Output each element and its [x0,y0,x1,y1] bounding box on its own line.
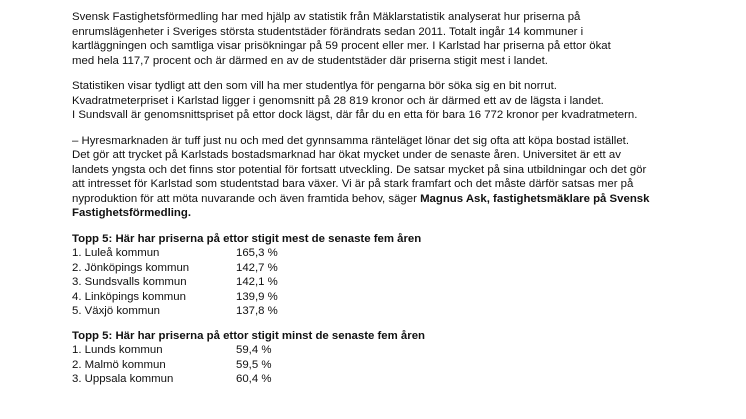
text-line: att intresset för Karlstad som studentstad bara växer. Vi är på stark framfart och det måste därför satsas mer på [72,178,634,190]
row-name: 1. Lunds kommun [72,344,163,356]
table-row [72,304,692,319]
text-line: – Hyresmarknaden är tuff just nu och med det gynnsamma ränteläget lönar det sig ofta att köpa bostad istället. [72,134,629,147]
table-row [72,343,692,358]
text-line [72,206,692,221]
text-line: Statistiken visar tydligt att den som vill ha mer studentlya för pengarna bör söka sig en bit norrut. [72,80,557,92]
text-line: I Sundsvall är genomsnittspriset på ettor dock lägst, där får du en etta för bara 16 772 kronor per kvadratmetern. [72,109,638,121]
row-value: 142,7 % [236,261,278,274]
document-page [72,10,692,397]
row-name: 4. Linköpings kommun [72,290,186,303]
text-line: enrumslägenheter i Sveriges största studentstäder förändrats sedan 2011. Totalt ingår 14 kommuner i [72,25,584,38]
quote-attribution-cont: Fastighetsförmedling. [72,207,191,219]
table-row [72,261,692,276]
text-line: Kvadratmeterpriset i Karlstad ligger i genomsnitt på 28 819 kronor och är därmed ett av de lägsta i landet. [72,94,604,107]
table-row [72,290,692,305]
row-name: 3. Sundsvalls kommun [72,276,187,288]
text-line: landets yngsta och det finns stor potential för fortsatt utveckling. De satsar mycket på sina utbildningar och det gör [72,163,647,176]
row-name: 2. Malmö kommun [72,358,166,371]
row-value: 139,9 % [236,290,278,303]
quote-attribution: Magnus Ask, fastighetsmäklare på Svensk [420,192,650,205]
text-line [72,192,692,207]
quote-paragraph [72,134,692,221]
text-line: med hela 117,7 procent och är därmed en av de studentstäder där priserna stigit mest i landet. [72,54,548,67]
row-name: 3. Uppsala kommun [72,373,174,385]
row-value: 142,1 % [236,276,278,288]
row-name: 1. Luleå kommun [72,247,160,259]
row-value: 165,3 % [236,247,278,259]
table-row [72,372,692,387]
top5-most-table [72,232,692,319]
table-title: Topp 5: Här har priserna på ettor stigit minst de senaste fem åren [72,329,425,342]
top5-least-table [72,329,692,387]
row-value: 137,8 % [236,305,278,317]
text-line: kartläggningen och samtliga visar prisökningar på 59 procent eller mer. I Karlstad har priserna på ettor ökat [72,40,611,52]
text-line: Det gör att trycket på Karlstads bostadsmarknad har ökat mycket under de senaste åren. Universitet är ett av [72,149,621,161]
statistics-paragraph [72,79,692,123]
table-title: Topp 5: Här har priserna på ettor stigit mest de senaste fem åren [72,232,422,245]
row-value: 59,4 % [236,344,272,356]
row-name: 2. Jönköpings kommun [72,261,190,274]
row-value: 60,4 % [236,373,272,385]
table-row [72,275,692,290]
table-row [72,246,692,261]
text-line: Svensk Fastighetsförmedling har med hjälp av statistik från Mäklarstatistik analyserat hur priserna på [72,11,581,23]
intro-paragraph [72,10,692,68]
row-name: 5. Växjö kommun [72,305,160,317]
row-value: 59,5 % [236,358,272,371]
quote-text: nyproduktion för att möta nuvarande och även framtida behov, säger [72,192,417,205]
table-row [72,358,692,373]
